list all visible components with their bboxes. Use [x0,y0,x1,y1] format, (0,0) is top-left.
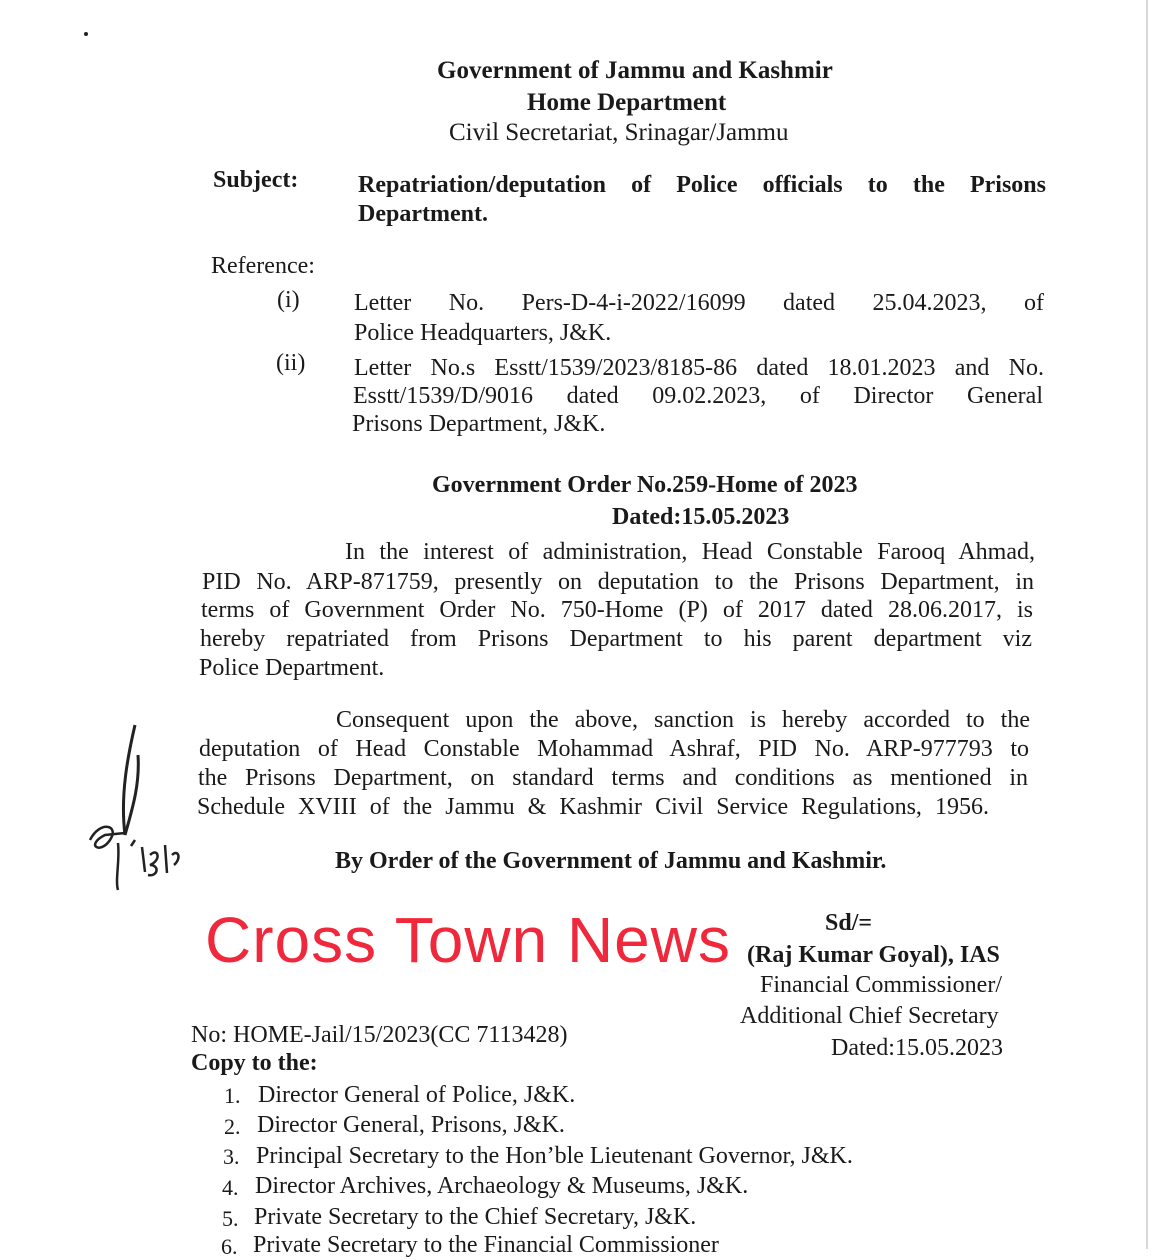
speck [84,32,88,36]
initials-signature [80,715,190,895]
para1-line-5: Police Department. [199,655,385,681]
copy-item-1: Director General of Police, J&K. [258,1082,576,1108]
copy-item-6: Private Secretary to the Financial Commissioner [253,1232,719,1258]
reference-label: Reference: [211,253,315,279]
para1-line-4: hereby repatriated from Prisons Department to his parent department viz [200,626,1032,652]
para2-line-1: Consequent upon the above, sanction is hereby accorded to the [336,707,1030,733]
reference-2-line-1: Letter No.s Esstt/1539/2023/8185-86 dated 18.01.2023 and No. [354,355,1044,381]
copy-item-3: Principal Secretary to the Hon’ble Lieutenant Governor, J&K. [256,1143,853,1169]
file-number: No: HOME-Jail/15/2023(CC 7113428) [191,1022,568,1048]
page-edge [1146,0,1148,1249]
header-address: Civil Secretariat, Srinagar/Jammu [449,119,789,146]
copy-item-2: Director General, Prisons, J&K. [257,1112,565,1138]
para1-line-2: PID No. ARP-871759, presently on deputation to the Prisons Department, in [202,569,1034,595]
copy-item-4: Director Archives, Archaeology & Museums, J&K. [255,1173,749,1199]
subject-line-1: Repatriation/deputation of Police officials to the Prisons [358,172,1046,198]
signature-sd: Sd/= [825,910,873,936]
copy-num-4: 4. [222,1175,239,1200]
signatory-title-2: Additional Chief Secretary [740,1003,999,1029]
copy-num-1: 1. [224,1083,241,1108]
order-dated: Dated:15.05.2023 [612,504,790,530]
signatory-dated: Dated:15.05.2023 [831,1035,1003,1061]
reference-1-line-1: Letter No. Pers-D-4-i-2022/16099 dated 25.04.2023, of [354,290,1044,316]
copy-num-3: 3. [223,1144,240,1169]
para2-line-2: deputation of Head Constable Mohammad Ashraf, PID No. ARP-977793 to [199,736,1029,762]
signatory-name: (Raj Kumar Goyal), IAS [747,942,1000,968]
watermark: Cross Town News [205,904,731,976]
copy-to-label: Copy to the: [191,1050,318,1076]
copy-num-5: 5. [222,1206,239,1231]
reference-1-line-2: Police Headquarters, J&K. [354,320,612,346]
order-title: Government Order No.259-Home of 2023 [432,472,858,498]
reference-2-line-3: Prisons Department, J&K. [352,411,606,437]
header-department: Home Department [527,89,727,116]
para1-line-1: In the interest of administration, Head Constable Farooq Ahmad, [345,539,1035,565]
by-order: By Order of the Government of Jammu and Kashmir. [335,848,887,874]
header-government: Government of Jammu and Kashmir [437,57,833,84]
para2-line-4: Schedule XVIII of the Jammu & Kashmir Civil Service Regulations, 1956. [197,794,989,820]
reference-num-2: (ii) [276,350,306,376]
reference-num-1: (i) [277,287,300,313]
subject-line-2: Department. [358,201,488,227]
reference-2-line-2: Esstt/1539/D/9016 dated 09.02.2023, of Director General [353,383,1043,409]
copy-item-5: Private Secretary to the Chief Secretary, J&K. [254,1204,697,1230]
para2-line-3: the Prisons Department, on standard terms and conditions as mentioned in [198,765,1028,791]
copy-num-6: 6. [221,1234,238,1259]
copy-num-2: 2. [224,1114,241,1139]
signatory-title-1: Financial Commissioner/ [760,972,1002,998]
subject-label: Subject: [213,167,299,193]
para1-line-3: terms of Government Order No. 750-Home (P) of 2017 dated 28.06.2017, is [201,597,1033,623]
